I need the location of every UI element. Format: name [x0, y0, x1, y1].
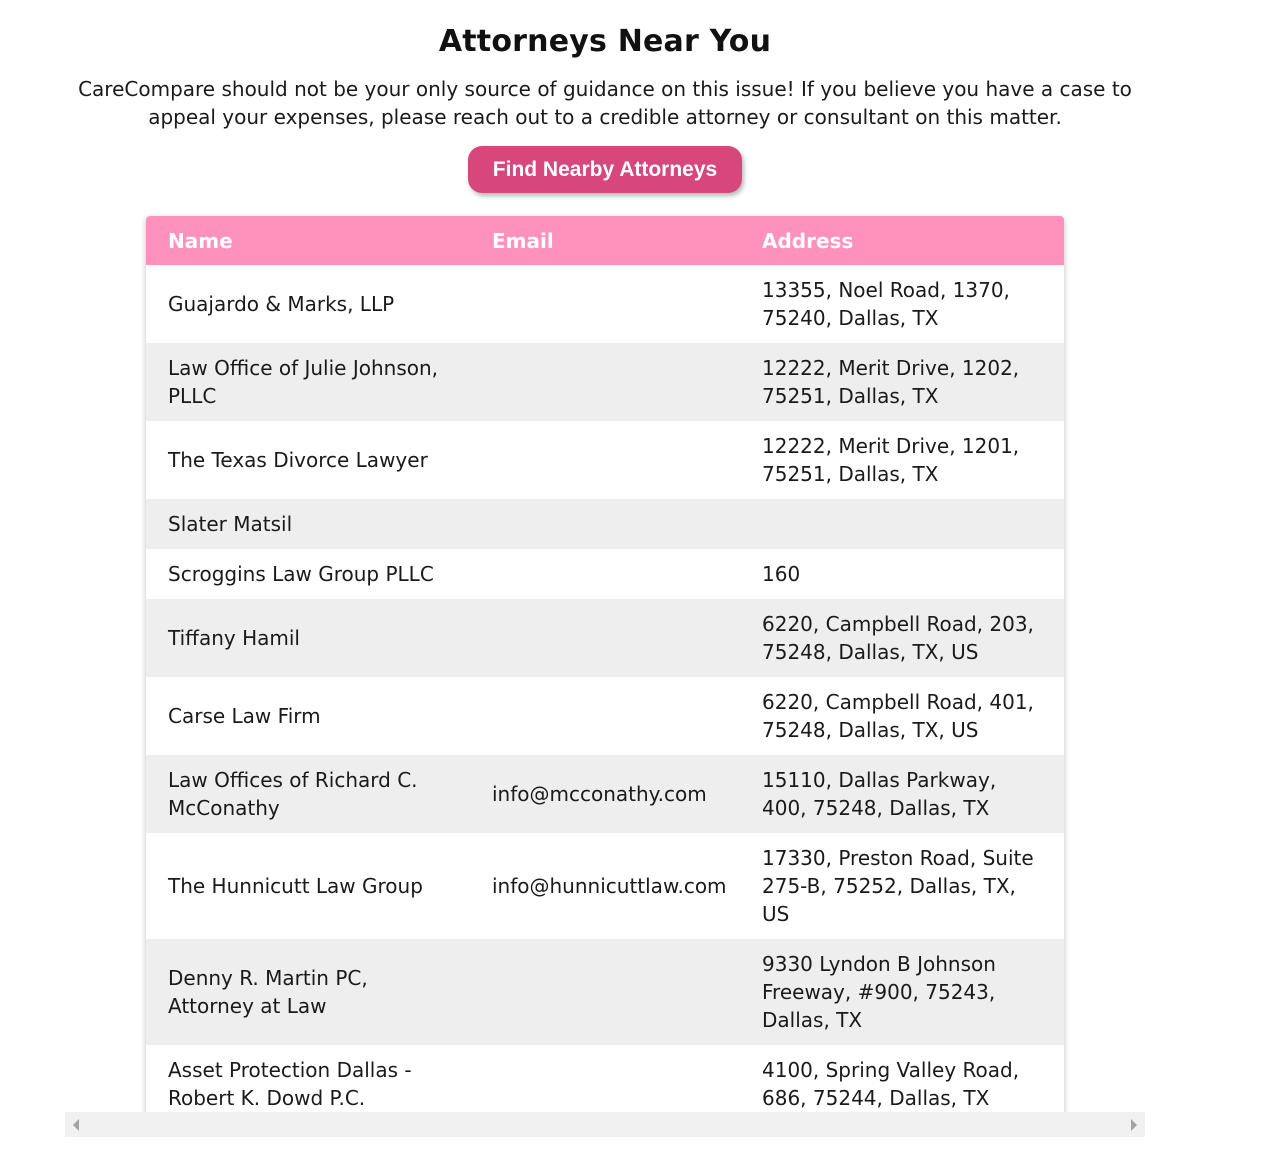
page-description: CareCompare should not be your only source of guidance on this issue! If you believe you have a case to appeal your expenses, please reach out to a credible attorney or consultant on this matter.: [78, 77, 1132, 129]
cell-email[interactable]: info@hunnicuttlaw.com: [492, 874, 727, 898]
cell-address: 15110, Dallas Parkway, 400, 75248, Dallas, TX: [762, 768, 997, 820]
table-row: [146, 499, 1064, 549]
cell-address: 9330 Lyndon B Johnson Freeway, #900, 75243, Dallas, TX: [762, 952, 996, 1032]
cell-email: [470, 265, 740, 343]
cell-address: 6220, Campbell Road, 401, 75248, Dallas, TX, US: [762, 690, 1034, 742]
cell-address: 17330, Preston Road, Suite 275-B, 75252, Dallas, TX, US: [762, 846, 1034, 926]
scroll-right-arrow-icon[interactable]: [1131, 1119, 1137, 1131]
column-header-address: Address: [762, 228, 854, 253]
cell-email: [470, 599, 740, 677]
cell-name: Law Office of Julie Johnson, PLLC: [168, 356, 439, 408]
cell-email: [470, 343, 740, 421]
scroll-left-arrow-icon[interactable]: [73, 1119, 79, 1131]
cell-email: [470, 421, 740, 499]
attorneys-table-container: [146, 216, 1064, 1123]
attorneys-table: [146, 216, 1064, 1123]
cell-name: Scroggins Law Group PLLC: [168, 562, 434, 586]
cell-address: [740, 499, 1064, 549]
cell-email: [470, 939, 740, 1045]
horizontal-scrollbar[interactable]: [65, 1112, 1145, 1137]
table-row: [146, 833, 1064, 939]
cell-name: Denny R. Martin PC, Attorney at Law: [168, 966, 368, 1018]
cell-address: 6220, Campbell Road, 203, 75248, Dallas, TX, US: [762, 612, 1034, 664]
cell-email: [470, 549, 740, 599]
cell-address: 160: [762, 562, 801, 586]
table-row: [146, 265, 1064, 343]
cell-address: 12222, Merit Drive, 1202, 75251, Dallas, TX: [762, 356, 1020, 408]
find-nearby-attorneys-button[interactable]: Find Nearby Attorneys: [468, 146, 742, 193]
cell-address: 4100, Spring Valley Road, 686, 75244, Dallas, TX: [762, 1058, 1020, 1110]
cell-name: Guajardo & Marks, LLP: [168, 292, 395, 316]
cell-address: 13355, Noel Road, 1370, 75240, Dallas, TX: [762, 278, 1010, 330]
cell-email: [470, 677, 740, 755]
cell-name: The Hunnicutt Law Group: [168, 874, 423, 898]
table-body: [146, 265, 1064, 1123]
cell-name: Slater Matsil: [168, 512, 293, 536]
cell-email: [470, 499, 740, 549]
page-title: Attorneys Near You: [438, 24, 772, 59]
column-header-name: Name: [168, 228, 233, 253]
table-header-row: [146, 216, 1064, 265]
cell-name: Tiffany Hamil: [168, 626, 300, 650]
cell-name: Carse Law Firm: [168, 704, 321, 728]
cell-email[interactable]: info@mcconathy.com: [492, 782, 707, 806]
cell-name: Asset Protection Dallas - Robert K. Dowd P.C.: [168, 1058, 412, 1110]
cell-address: 12222, Merit Drive, 1201, 75251, Dallas, TX: [762, 434, 1020, 486]
table-row: [146, 421, 1064, 499]
table-row: [146, 549, 1064, 599]
column-header-email: Email: [492, 228, 554, 253]
cell-name: Law Offices of Richard C. McConathy: [168, 768, 418, 820]
table-row: [146, 677, 1064, 755]
table-row: [146, 755, 1064, 833]
cell-name: The Texas Divorce Lawyer: [168, 448, 428, 472]
table-row: [146, 343, 1064, 421]
table-row: [146, 939, 1064, 1045]
table-row: [146, 599, 1064, 677]
